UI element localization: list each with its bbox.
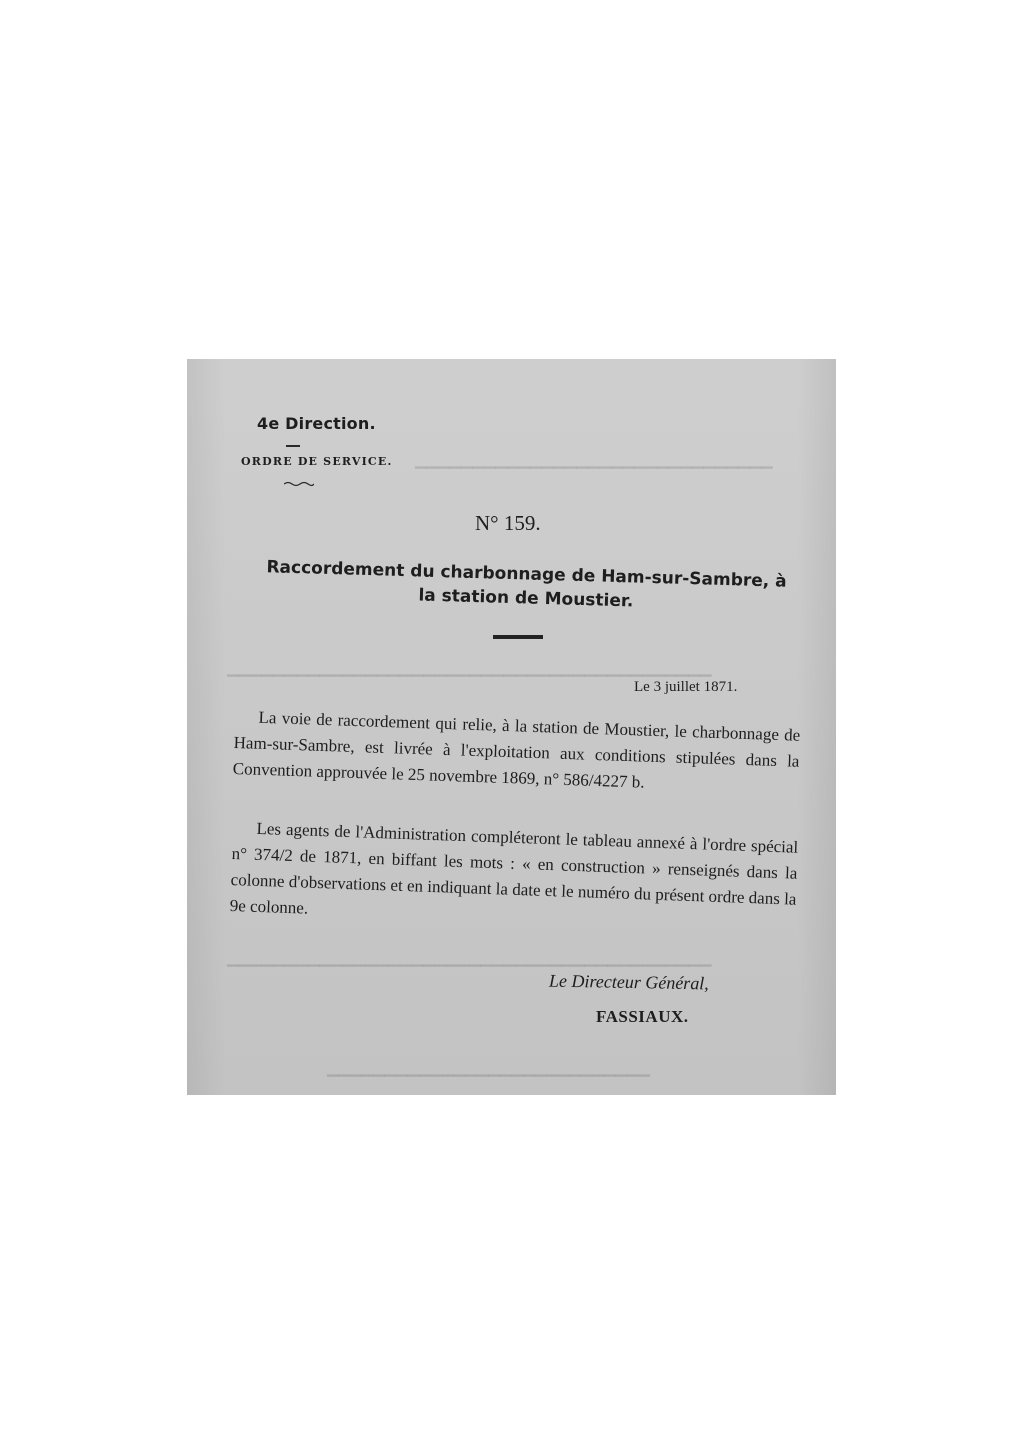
ornament-squiggle (284, 481, 314, 487)
signatory-name: FASSIAUX. (596, 1007, 689, 1026)
title-rule (493, 635, 543, 639)
order-label: ORDRE DE SERVICE. (241, 455, 393, 468)
direction-dash (286, 445, 300, 447)
body-paragraph: La voie de raccordement qui relie, à la station de Moustier, le charbonnage de Ham-sur-Sambre, est livrée à l'exploitation aux conditions stipulées dans la Convention approuvée le 25 novembre 1869, n° 586/4227 b. (232, 707, 801, 792)
direction-heading: 4e Direction. (257, 414, 376, 433)
scanned-page (187, 359, 836, 1095)
signatory-title: Le Directeur Général, (548, 970, 709, 994)
body-paragraph: Les agents de l'Administration compléteront le tableau annexé à l'ordre spécial n° 374/2 de 1871, en biffant les mots : « en construction » renseignés dans la colonne d'observations et en indiquant la date et le numéro du présent ordre dans la 9e colonne. (229, 818, 799, 918)
show-through-text: ▁▁▁▁▁▁▁▁▁▁▁▁▁▁▁▁▁▁▁▁▁▁▁▁▁▁▁▁▁▁▁▁▁▁▁▁▁▁▁▁▁▁ (227, 951, 712, 967)
show-through-text: ▁▁▁▁▁▁▁▁▁▁▁▁▁▁▁▁▁▁▁▁▁▁▁▁▁▁▁▁▁▁▁ (415, 453, 773, 469)
order-date: Le 3 juillet 1871. (634, 679, 738, 695)
show-through-text: ▁▁▁▁▁▁▁▁▁▁▁▁▁▁▁▁▁▁▁▁▁▁▁▁▁▁▁▁▁▁▁▁▁▁▁▁▁▁▁▁▁▁ (227, 661, 712, 677)
order-title: Raccordement du charbonnage de Ham-sur-Sambre, à la station de Moustier. (266, 557, 787, 612)
show-through-text: ▁▁▁▁▁▁▁▁▁▁▁▁▁▁▁▁▁▁▁▁▁▁▁▁▁▁▁▁ (327, 1061, 650, 1077)
order-number: N° 159. (475, 511, 541, 535)
